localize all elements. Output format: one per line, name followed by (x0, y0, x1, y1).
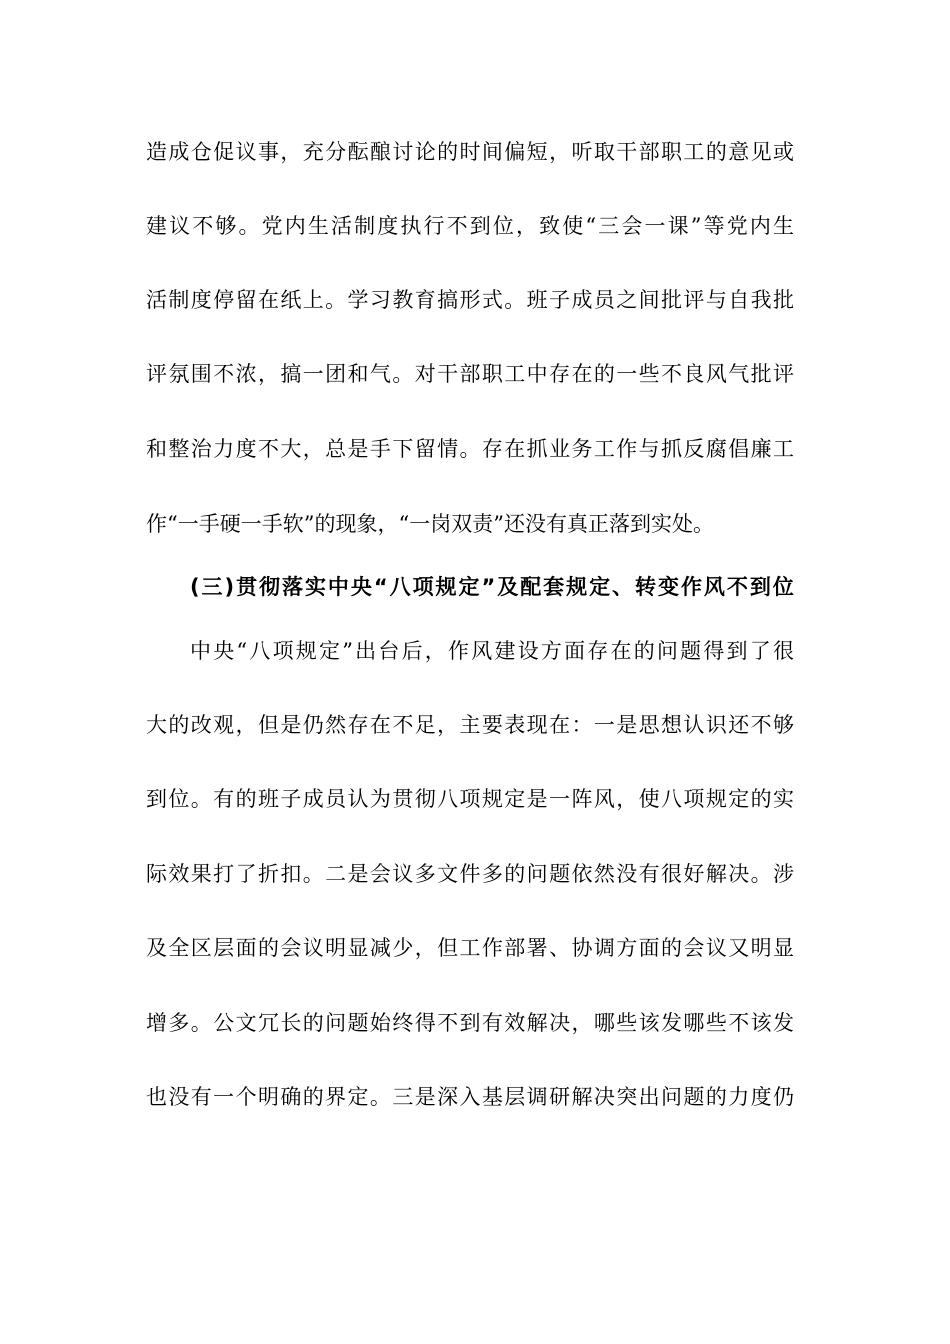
paragraph-line: 也没有一个明确的界定。三是深入基层调研解决突出问题的力度仍 (146, 1085, 794, 1109)
paragraph-line: 增多。公文冗长的问题始终得不到有效解决，哪些该发哪些不该发 (146, 1011, 794, 1035)
section-heading: (三)贯彻落实中央“八项规定”及配套规定、转变作风不到位 (190, 575, 794, 599)
paragraph-line: 和整治力度不大，总是手下留情。存在抓业务工作与抓反腐倡廉工 (146, 437, 794, 461)
paragraph-line: 到位。有的班子成员认为贯彻八项规定是一阵风，使八项规定的实 (146, 787, 794, 811)
paragraph-line: 作“一手硬一手软”的现象，“一岗双责”还没有真正落到实处。 (146, 512, 714, 536)
paragraph-line: 大的改观，但是仍然存在不足，主要表现在：一是思想认识还不够 (146, 713, 794, 737)
paragraph-line: 造成仓促议事，充分酝酿讨论的时间偏短，听取干部职工的意见或 (146, 140, 794, 164)
paragraph-line: 中央“八项规定”出台后，作风建设方面存在的问题得到了很 (190, 639, 794, 663)
paragraph-line: 活制度停留在纸上。学习教育搞形式。班子成员之间批评与自我批 (146, 288, 794, 312)
paragraph-line: 际效果打了折扣。二是会议多文件多的问题依然没有很好解决。涉 (146, 862, 794, 886)
paragraph-line: 评氛围不浓，搞一团和气。对干部职工中存在的一些不良风气批评 (146, 362, 794, 386)
paragraph-line: 及全区层面的会议明显减少，但工作部署、协调方面的会议又明显 (146, 936, 794, 960)
paragraph-line: 建议不够。党内生活制度执行不到位，致使“三会一课”等党内生 (146, 214, 794, 238)
